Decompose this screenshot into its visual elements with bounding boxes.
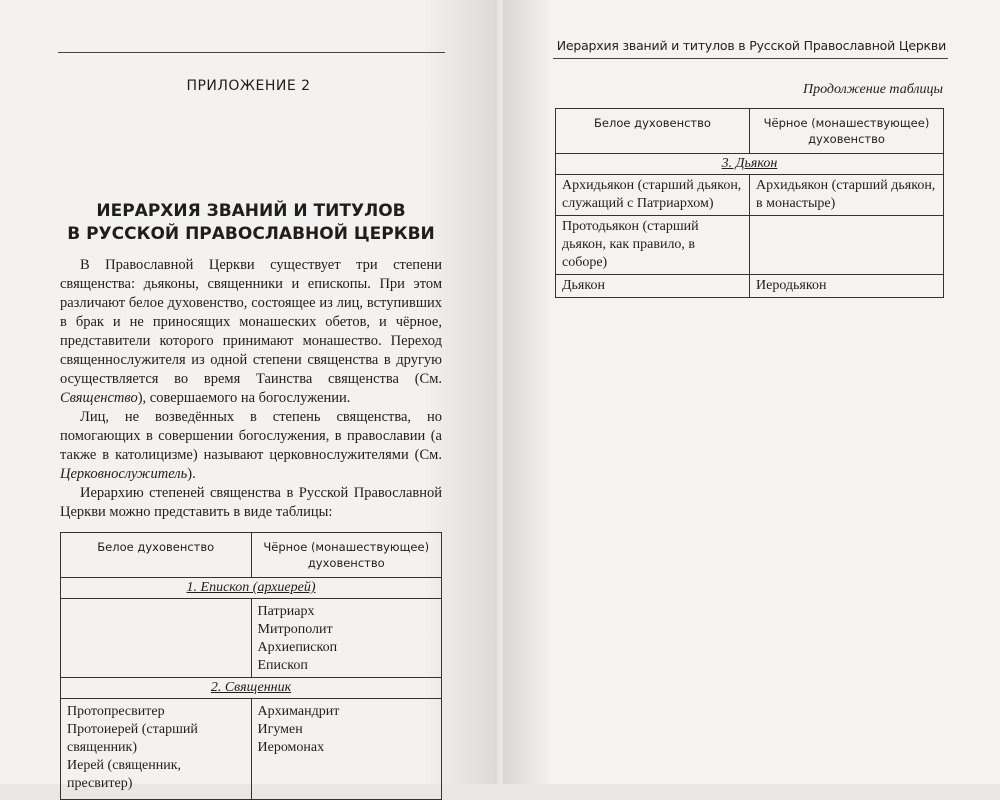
column-header: Белое духовенство: [556, 109, 750, 154]
table-cell: Протодьякон (старший дьякон, как правило, в соборе): [556, 216, 750, 275]
body-text: [60, 256, 442, 522]
title-line: В РУССКОЙ ПРАВОСЛАВНОЙ ЦЕРКВИ: [67, 224, 435, 244]
running-head: Иерархия званий и титулов в Русской Православной Церкви: [556, 38, 946, 53]
rank: Игумен: [257, 722, 303, 737]
table-cell: Иеродьякон: [750, 275, 944, 298]
table-cell: Архидьякон (старший дьякон, служащий с Патриархом): [556, 175, 750, 216]
rank: Епископ: [257, 658, 308, 673]
rank: Иерей (священник, пресвитер): [67, 758, 182, 791]
paragraph: [60, 256, 442, 408]
rank: Протоиерей (старший священник): [67, 722, 198, 755]
table-cell: [61, 699, 252, 800]
text: Лиц, не возведённых в степень священства, но помогающих в совершении богослужения, в православии (а также в католицизме) называют церковнослужителями (См.: [60, 409, 442, 463]
left-page: [0, 0, 497, 791]
text: В Православной Церкви существует три степени священства: дьяконы, священники и епископы. При этом различают белое духовенство, состоящее из лиц, вступивших в брак и не приносящих монашеских обетов, и чёрное, представители которого принимают монашество. Переход священнослужителя из одной степени священства в другую осуществляется во время Таинства священства (См.: [60, 257, 442, 387]
appendix-label: ПРИЛОЖЕНИЕ 2: [186, 78, 311, 94]
header-rule: [553, 58, 948, 59]
table-cell: [750, 216, 944, 275]
rank: Архимандрит: [257, 704, 340, 719]
column-header: Чёрное (монашествующее) духовенство: [750, 109, 944, 154]
left-page-content: [60, 200, 442, 800]
cross-reference: Священство: [60, 390, 138, 406]
rank: Протопресвитер: [67, 704, 165, 719]
paragraph: Иерархию степеней священства в Русской Православной Церкви можно представить в виде таблицы:: [60, 485, 442, 520]
rank: Иеромонах: [257, 740, 325, 755]
rank: Митрополит: [257, 622, 333, 637]
table-cell: [61, 599, 252, 678]
chapter-title: [30, 200, 472, 246]
right-page: [503, 0, 1000, 784]
column-header: Чёрное (монашествующее) духовенство: [251, 533, 442, 578]
section-heading: 2. Священник: [61, 678, 442, 699]
section-heading: 1. Епископ (архиерей): [61, 578, 442, 599]
title-line: ИЕРАРХИЯ ЗВАНИЙ И ТИТУЛОВ: [96, 201, 406, 221]
column-header: Белое духовенство: [61, 533, 252, 578]
table-cell: Архидьякон (старший дьякон, в монастыре): [750, 175, 944, 216]
section-heading: 3. Дьякон: [556, 154, 944, 175]
rank: Патриарх: [257, 604, 315, 619]
cross-reference: Церковнослужитель: [60, 466, 188, 482]
hierarchy-table: [60, 532, 442, 800]
text: ).: [187, 466, 196, 482]
text: ), совершаемого на богослужении.: [137, 390, 351, 406]
rank: Архиепископ: [257, 640, 338, 655]
continuation-label: Продолжение таблицы: [802, 82, 943, 97]
table-cell: Дьякон: [556, 275, 750, 298]
header-rule: [58, 52, 445, 53]
table-cell: [251, 599, 442, 678]
paragraph: [60, 408, 442, 484]
table-cell: [251, 699, 442, 800]
hierarchy-table-continued: [555, 108, 944, 298]
